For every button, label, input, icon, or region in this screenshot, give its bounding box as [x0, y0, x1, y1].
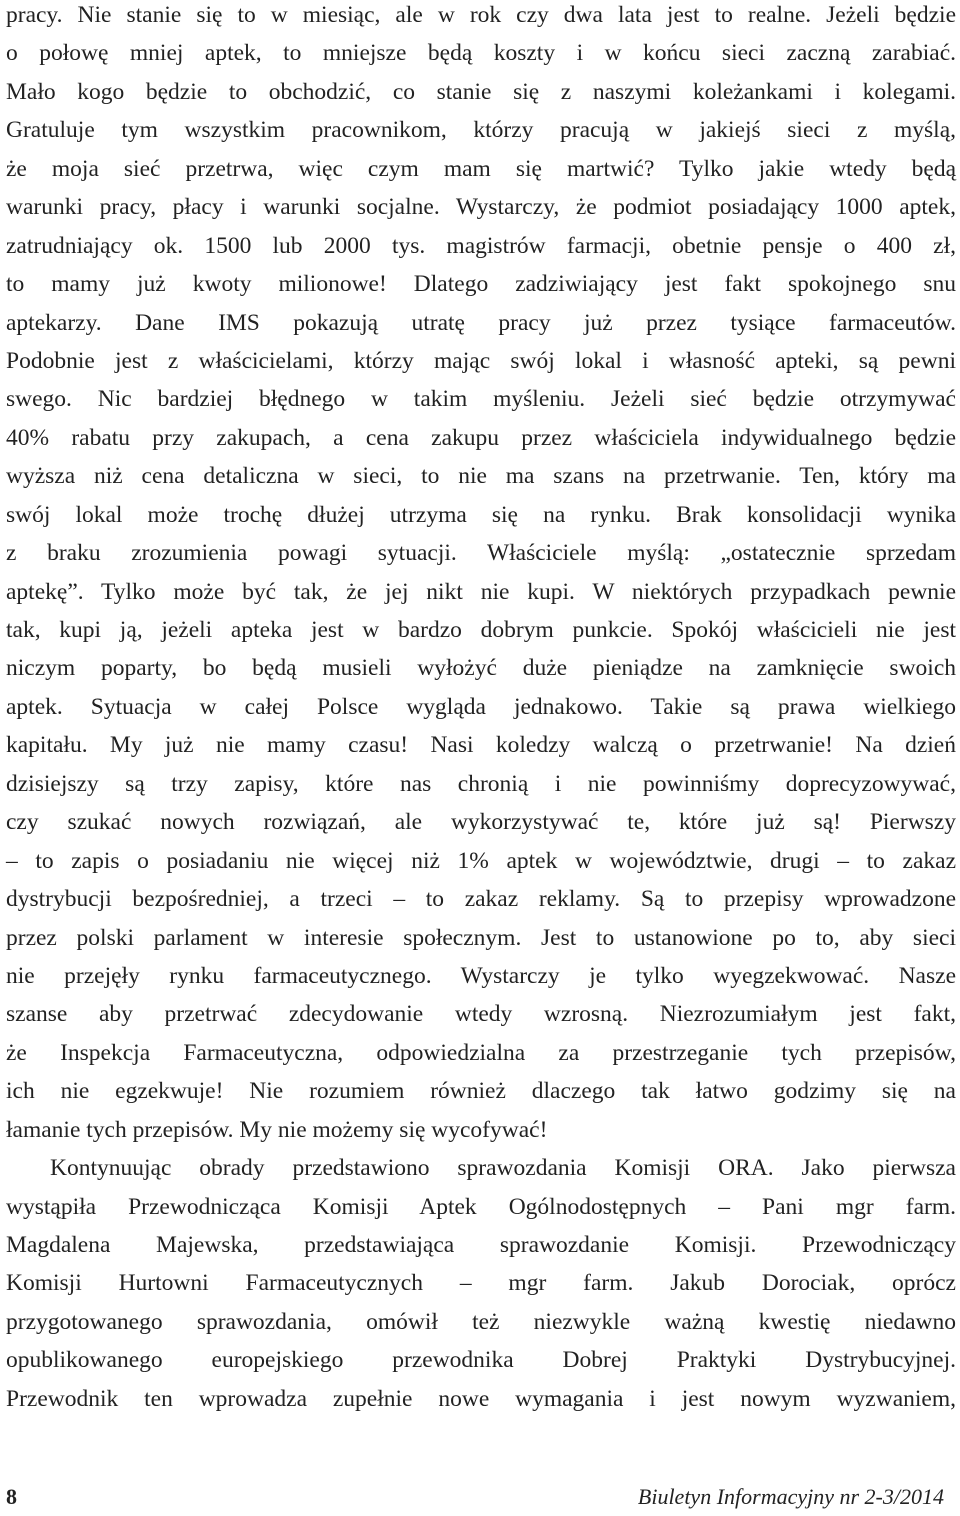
text-line: tak, kupi ją, jeżeli apteka jest w bardzo dobrym punkcie. Spokój właścicieli nie jest	[6, 617, 956, 643]
text-line: aptek. Sytuacja w całej Polsce wygląda jednakowo. Takie są prawa wielkiego	[6, 693, 956, 720]
text-line: wyższa niż cena detaliczna w sieci, to nie ma szans na przetrwanie. Ten, który ma	[6, 463, 956, 490]
text-line: Komisji Hurtowni Farmaceutycznych – mgr farm. Jakub Dorociak, oprócz	[6, 1270, 956, 1297]
text-line: szanse aby przetrwać zdecydowanie wtedy wzrosną. Niezrozumiałym jest fakt,	[6, 1001, 956, 1028]
text-line: dystrybucji bezpośredniej, a trzeci – to zakaz reklamy. Są to przepisy wprowadzone	[6, 886, 956, 913]
publication-title: Biuletyn Informacyjny nr 2-3/2014	[637, 1484, 944, 1509]
page-footer	[0, 1484, 960, 1516]
text-line: przygotowanego sprawozdania, omówił też niezwykle ważną kwestię niedawno	[6, 1308, 956, 1335]
text-line: o połowę mniej aptek, to mniejsze będą koszty i w końcu sieci zaczną zarabiać.	[6, 40, 956, 67]
text-line: Gratuluje tym wszystkim pracownikom, którzy pracują w jakiejś sieci z myślą,	[6, 117, 956, 144]
text-line: czy szukać nowych rozwiązań, ale wykorzystywać te, które już są! Pierwszy	[6, 809, 956, 836]
text-line: – to zapis o posiadaniu nie więcej niż 1% aptek w województwie, drugi – to zakaz	[6, 847, 956, 874]
text-line: że moja sieć przetrwa, więc czym mam się martwić? Tylko jakie wtedy będą	[6, 155, 956, 182]
text-line: przez polski parlament w interesie społecznym. Jest to ustanowione po to, aby sieci	[6, 924, 956, 951]
text-line: ich nie egzekwuje! Nie rozumiem również dlaczego tak łatwo godzimy się na	[6, 1078, 956, 1105]
text-line: Magdalena Majewska, przedstawiająca sprawozdanie Komisji. Przewodniczący	[6, 1232, 956, 1258]
text-line: pracy. Nie stanie się to w miesiąc, ale w rok czy dwa lata jest to realne. Jeżeli będzie	[6, 2, 956, 28]
text-line: Przewodnik ten wprowadza zupełnie nowe wymagania i jest nowym wyzwaniem,	[6, 1385, 956, 1412]
text-line: opublikowanego europejskiego przewodnika Dobrej Praktyki Dystrybucyjnej.	[6, 1347, 956, 1374]
text-line: łamanie tych przepisów. My nie możemy się wycofywać!	[6, 1116, 548, 1143]
text-line: to mamy już kwoty milionowe! Dlatego zadziwiający jest fakt spokojnego snu	[6, 271, 956, 298]
text-line: swego. Nic bardziej błędnego w takim myśleniu. Jeżeli sieć będzie otrzymywać	[6, 386, 956, 413]
text-line: 40% rabatu przy zakupach, a cena zakupu przez właściciela indywidualnego będzie	[6, 424, 956, 451]
text-line: Kontynuując obrady przedstawiono sprawozdania Komisji ORA. Jako pierwsza	[50, 1155, 956, 1182]
text-line: wystąpiła Przewodnicząca Komisji Aptek Ogólnodostępnych – Pani mgr farm.	[6, 1193, 956, 1220]
text-line: Podobnie jest z właścicielami, którzy mając swój lokal i własność apteki, są pewni	[6, 347, 956, 374]
body-text	[6, 0, 956, 1418]
text-line: swój lokal może trochę dłużej utrzyma się na rynku. Brak konsolidacji wynika	[6, 501, 956, 528]
text-line: nie przejęły rynku farmaceutycznego. Wystarczy je tylko wyegzekwować. Nasze	[6, 962, 956, 989]
text-line: warunki pracy, płacy i warunki socjalne. Wystarczy, że podmiot posiadający 1000 aptek,	[6, 194, 956, 221]
text-line: aptekę”. Tylko może być tak, że jej nikt nie kupi. W niektórych przypadkach pewnie	[6, 578, 956, 605]
text-line: że Inspekcja Farmaceutyczna, odpowiedzialna za przestrzeganie tych przepisów,	[6, 1039, 956, 1066]
text-line: aptekarzy. Dane IMS pokazują utratę pracy już przez tysiące farmaceutów.	[6, 309, 956, 336]
text-line: kapitału. My już nie mamy czasu! Nasi koledzy walczą o przetrwanie! Na dzień	[6, 732, 956, 759]
text-line: niczym poparty, bo będą musieli wyłożyć duże pieniądze na zamknięcie swoich	[6, 655, 956, 682]
text-line: dzisiejszy są trzy zapisy, które nas chronią i nie powinniśmy doprecyzowywać,	[6, 770, 956, 797]
text-line: zatrudniający ok. 1500 lub 2000 tys. magistrów farmacji, obetnie pensje o 400 zł,	[6, 232, 956, 259]
text-line: z braku zrozumienia powagi sytuacji. Właściciele myślą: „ostatecznie sprzedam	[6, 540, 956, 567]
page-number: 8	[6, 1484, 17, 1509]
text-line: Mało kogo będzie to obchodzić, co stanie się z naszymi koleżankami i kolegami.	[6, 78, 956, 105]
